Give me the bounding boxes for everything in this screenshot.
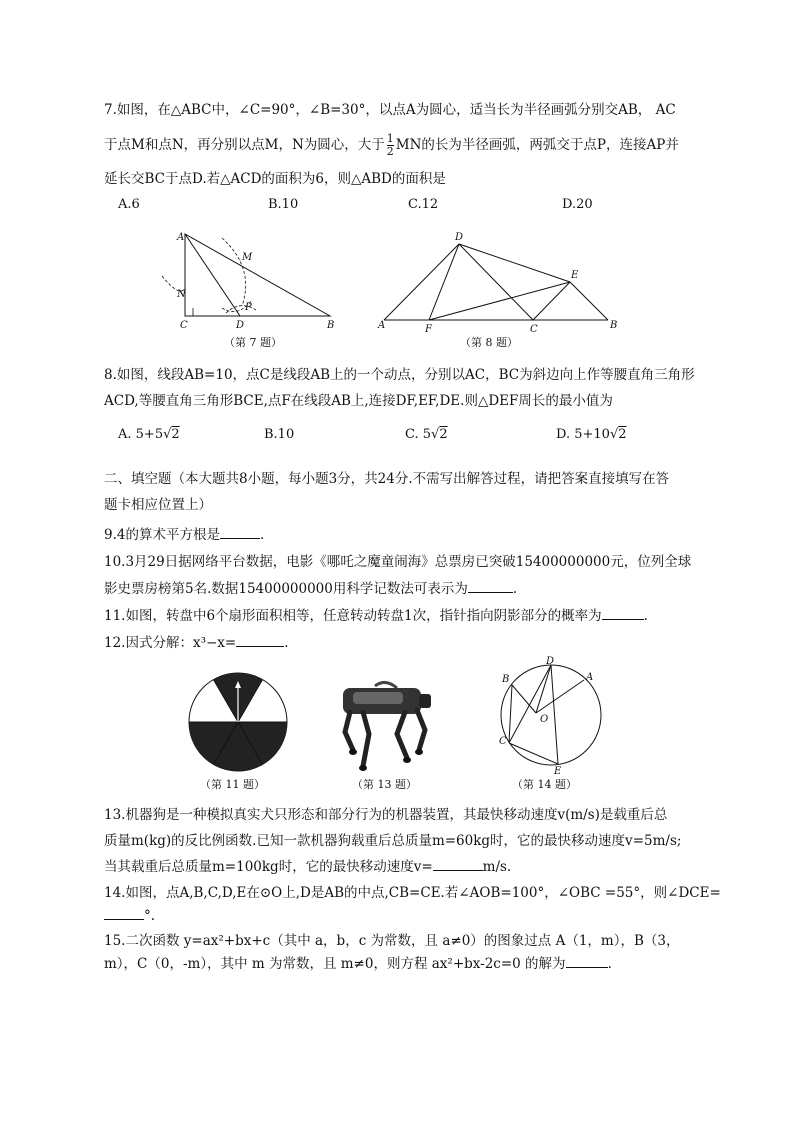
- q7-option-b: B.10: [268, 197, 299, 212]
- q13-answer-blank[interactable]: [433, 858, 483, 871]
- q8-option-c: [405, 427, 448, 443]
- fig7-label-b: B: [327, 320, 335, 331]
- q11-answer-blank[interactable]: [602, 607, 644, 620]
- q7-line1: 7.如图，在△ABC中，∠C=90°，∠B=30°，以点A为圆心，适当长为半径画弧分别交AB， AC: [104, 102, 676, 118]
- fraction-numerator: 1: [386, 132, 394, 145]
- fig11-caption: （第 11 题）: [200, 778, 265, 791]
- fig7-label-n: N: [177, 289, 186, 300]
- section2-line1: 二、填空题（本大题共8小题，每小题3分，共24分.不需写出解答过程，请把答案直接填写在答: [104, 471, 670, 487]
- fig14-label-e: E: [554, 766, 562, 777]
- fig8-label-f: F: [425, 324, 432, 335]
- q9-text: 9.4的算术平方根是: [104, 527, 220, 543]
- fraction-denominator: 2: [386, 145, 394, 158]
- q13-line1: 13.机器狗是一种模拟真实犬只形态和部分行为的机器装置，其最快移动速度v(m/s)是载重后总: [104, 807, 668, 823]
- q8-line2: ACD,等腰直角三角形BCE,点F在线段AB上,连接DF,EF,DE.则△DEF周长的最小值为: [104, 393, 613, 409]
- q8-option-c-text: C. 5: [405, 427, 432, 442]
- q8-option-a-text: A. 5+5: [118, 427, 164, 442]
- figure-8: [378, 228, 618, 338]
- sqrt-icon: √: [163, 427, 172, 442]
- q8-option-d-text: D. 5+10: [556, 427, 610, 442]
- q13-unit: m/s.: [482, 859, 512, 875]
- sqrt-icon: √: [609, 427, 619, 442]
- q7-line2a: 于点M和点N，再分别以点M，N为圆心，大于: [104, 137, 385, 153]
- fig14-label-d: D: [546, 656, 555, 667]
- fig14-label-o: O: [540, 714, 549, 725]
- sqrt-icon: √: [431, 427, 440, 442]
- fig7-label-d: D: [236, 320, 245, 331]
- q15-line2: m），C（0，-m），其中 m 为常数，且 m≠0，则方程 ax²+bx-2c=0 的解为 .: [104, 956, 612, 972]
- fig7-label-c: C: [180, 320, 188, 331]
- q7-option-d: D.20: [562, 197, 593, 212]
- q8-option-b: B.10: [264, 427, 295, 442]
- fig14-label-c: C: [499, 736, 507, 747]
- fig14-label-a: A: [586, 672, 594, 683]
- q10-line2-text: 影史票房榜第5名.数据15400000000用科学记数法可表示为: [104, 581, 468, 597]
- q13-line3-text: 当其载重后总质量m=100kg时，它的最快移动速度v=: [104, 859, 433, 875]
- q14-line1: 14.如图，点A,B,C,D,E在⊙O上,D是AB的中点,CB=CE.若∠AOB=100°，∠OBC =55°，则∠DCE=: [104, 885, 721, 901]
- q15-line1: 15.二次函数 y=ax²+bx+c（其中 a，b，c 为常数，且 a≠0）的图象过点 A（1，m），B（3，: [104, 933, 680, 949]
- q12-text: 12.因式分解：x³−x=: [104, 635, 237, 651]
- half-fraction: [387, 133, 394, 158]
- q14-line2: [104, 907, 155, 925]
- q10-line2: 影史票房榜第5名.数据15400000000用科学记数法可表示为 .: [104, 581, 518, 597]
- q8-option-a: [118, 427, 180, 443]
- q14-answer-blank[interactable]: [104, 907, 144, 920]
- q9-answer-blank[interactable]: [220, 526, 260, 539]
- q7-option-a: A.6: [118, 197, 140, 212]
- q14-degree: °.: [144, 908, 156, 924]
- fig14-label-b: B: [502, 674, 510, 685]
- section2-line2: 题卡相应位置上）: [104, 497, 212, 513]
- fig8-label-e: E: [571, 270, 579, 281]
- fig7-label-p: P: [245, 302, 252, 313]
- q8-line1: 8.如图，线段AB=10，点C是线段AB上的一个动点，分别以AC，BC为斜边向上作等腰直角三角形: [104, 367, 695, 383]
- q7-option-c: C.12: [408, 197, 439, 212]
- q7-line2b: MN的长为半径画弧，两弧交于点P，连接AP并: [395, 137, 679, 153]
- figure-14: [496, 656, 606, 777]
- q9: 9.4的算术平方根是 .: [104, 527, 265, 543]
- q12-answer-blank[interactable]: [236, 634, 284, 647]
- q10-line1: 10.3月29日据网络平台数据，电影《哪吒之魔童闹海》总票房已突破15400000000元，位列全球: [104, 554, 692, 570]
- q11-text: 11.如图，转盘中6个扇形面积相等，任意转动转盘1次，指针指向阴影部分的概率为: [104, 608, 602, 624]
- q13-line3: [104, 858, 511, 876]
- q10-answer-blank[interactable]: [468, 580, 513, 593]
- q8-option-d-radicand: 2: [618, 427, 627, 442]
- figure-13-robot-dog-image: [335, 676, 435, 776]
- fig8-label-c: C: [530, 324, 538, 335]
- q8-option-c-radicand: 2: [439, 427, 448, 442]
- fig8-label-a: A: [378, 320, 386, 331]
- figure-11-spinner: [188, 672, 288, 772]
- q7-line3: 延长交BC于点D.若△ACD的面积为6，则△ABD的面积是: [104, 171, 446, 187]
- q8-option-d: [556, 427, 627, 443]
- q13-line2: 质量m(kg)的反比例函数.已知一款机器狗载重后总质量m=60kg时，它的最快移动速度v=5m/s;: [104, 833, 682, 849]
- fig7-caption: （第 7 题）: [224, 336, 282, 349]
- fig7-label-m: M: [242, 252, 253, 263]
- fig7-label-a: A: [177, 232, 185, 243]
- q12: 12.因式分解：x³−x= .: [104, 635, 289, 651]
- fig8-label-d: D: [455, 232, 464, 243]
- q11: 11.如图，转盘中6个扇形面积相等，任意转动转盘1次，指针指向阴影部分的概率为 .: [104, 608, 648, 624]
- fig14-caption: （第 14 题）: [512, 778, 577, 791]
- q15-answer-blank[interactable]: [566, 955, 608, 968]
- q8-option-a-radicand: 2: [171, 427, 180, 442]
- q7-line2: [104, 133, 679, 158]
- fig13-caption: （第 13 题）: [352, 778, 417, 791]
- q15-line2-text: m），C（0，-m），其中 m 为常数，且 m≠0，则方程 ax²+bx-2c=0 的解为: [104, 956, 566, 972]
- fig8-caption: （第 8 题）: [460, 336, 518, 349]
- fig8-label-b: B: [610, 320, 618, 331]
